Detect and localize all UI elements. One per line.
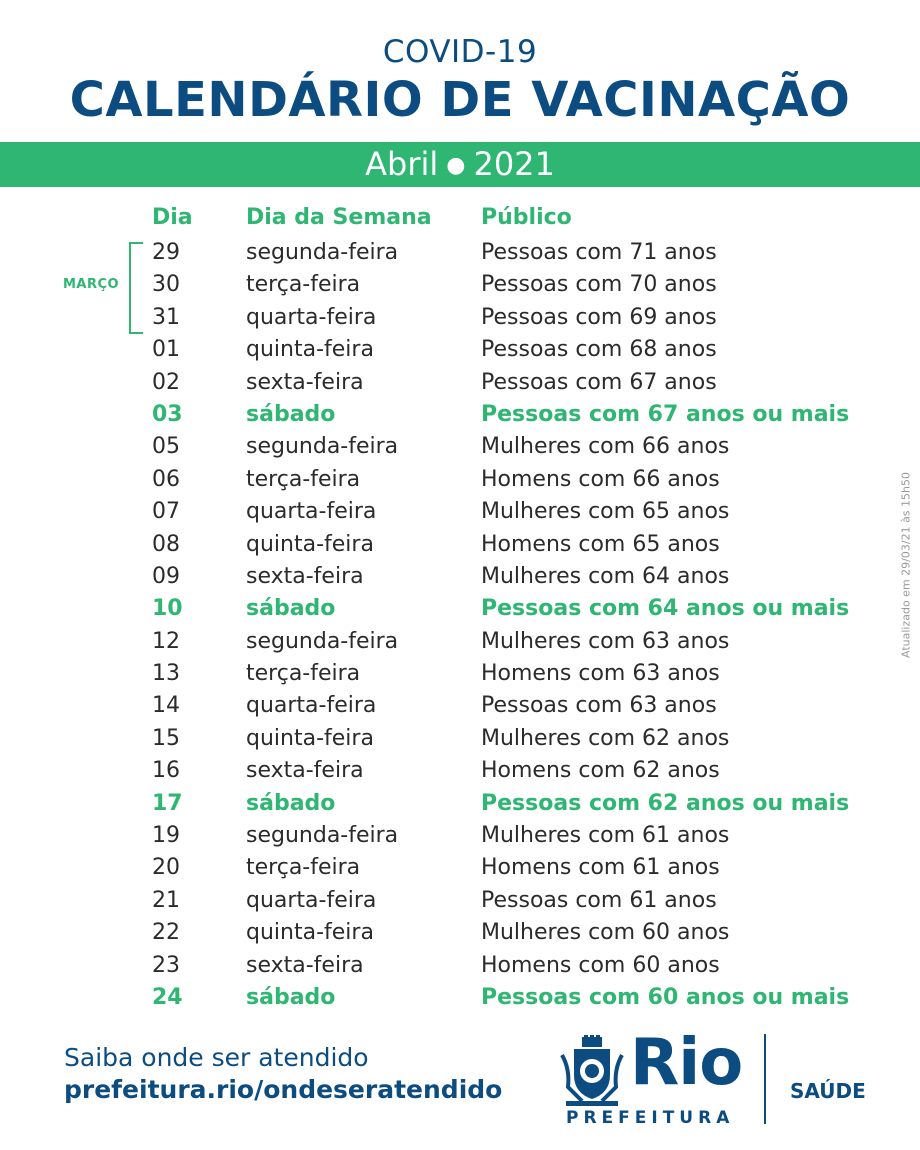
- cell-dia: 13: [152, 661, 180, 687]
- cell-semana: segunda-feira: [246, 434, 399, 460]
- cell-dia: 16: [152, 758, 180, 784]
- footer-info: Saiba onde ser atendido: [64, 1043, 369, 1072]
- month-band: [0, 142, 920, 187]
- table-row: [0, 367, 920, 399]
- cell-publico: Pessoas com 67 anos ou mais: [481, 401, 850, 427]
- prefeitura-logo: [558, 1026, 888, 1132]
- table-row: [0, 755, 920, 787]
- cell-publico: Mulheres com 63 anos: [481, 628, 730, 654]
- cell-semana: quarta-feira: [246, 499, 377, 525]
- cell-dia: 22: [152, 920, 180, 946]
- cell-semana: quinta-feira: [246, 337, 374, 363]
- cell-publico: Homens com 60 anos: [481, 952, 720, 978]
- cell-dia: 17: [152, 790, 183, 816]
- month-label: Abril: [365, 145, 439, 183]
- cell-semana: segunda-feira: [246, 823, 399, 849]
- cell-semana: sexta-feira: [246, 758, 364, 784]
- cell-dia: 31: [152, 304, 180, 330]
- cell-dia: 14: [152, 693, 180, 719]
- cell-semana: terça-feira: [246, 661, 361, 687]
- logo-divider: [764, 1034, 766, 1124]
- cell-publico: Mulheres com 64 anos: [481, 563, 730, 589]
- cell-publico: Homens com 61 anos: [481, 855, 720, 881]
- cell-dia: 09: [152, 563, 180, 589]
- table-row: [0, 885, 920, 917]
- table-row: [0, 820, 920, 852]
- page-title: CALENDÁRIO DE VACINAÇÃO: [69, 72, 851, 128]
- column-header-dia: Dia: [152, 205, 193, 230]
- cell-dia: 19: [152, 823, 180, 849]
- cell-publico: Mulheres com 62 anos: [481, 725, 730, 751]
- cell-dia: 03: [152, 401, 183, 427]
- cell-publico: Homens com 65 anos: [481, 531, 720, 557]
- cell-publico: Pessoas com 60 anos ou mais: [481, 984, 850, 1010]
- table-row: [0, 917, 920, 949]
- table-row: [0, 982, 920, 1014]
- cell-semana: quarta-feira: [246, 887, 377, 913]
- table-row: [0, 561, 920, 593]
- cell-publico: Pessoas com 62 anos ou mais: [481, 790, 850, 816]
- cell-publico: Mulheres com 66 anos: [481, 434, 730, 460]
- cell-semana: terça-feira: [246, 272, 361, 298]
- logo-prefeitura-text: PREFEITURA: [566, 1108, 735, 1128]
- bullet-icon: ●: [446, 153, 466, 178]
- cell-publico: Pessoas com 61 anos: [481, 887, 717, 913]
- cell-publico: Homens com 62 anos: [481, 758, 720, 784]
- logo-saude-text: SAÚDE: [790, 1079, 866, 1103]
- cell-dia: 15: [152, 725, 180, 751]
- table-row: [0, 431, 920, 463]
- cell-semana: sábado: [246, 790, 336, 816]
- march-label: MARÇO: [63, 277, 120, 292]
- cell-dia: 30: [152, 272, 180, 298]
- cell-semana: sábado: [246, 596, 336, 622]
- cell-dia: 06: [152, 466, 180, 492]
- cell-publico: Pessoas com 63 anos: [481, 693, 717, 719]
- updated-note: Atualizado em 29/03/21 às 15h50: [899, 471, 913, 659]
- cell-semana: quinta-feira: [246, 725, 374, 751]
- cell-publico: Pessoas com 70 anos: [481, 272, 717, 298]
- rio-coat-of-arms-icon: [558, 1035, 626, 1107]
- cell-semana: sábado: [246, 401, 336, 427]
- cell-publico: Homens com 66 anos: [481, 466, 720, 492]
- year-label: 2021: [473, 145, 555, 183]
- table-row: [0, 529, 920, 561]
- table-row: [0, 269, 920, 301]
- cell-publico: Pessoas com 64 anos ou mais: [481, 596, 850, 622]
- table-row: [0, 690, 920, 722]
- cell-dia: 20: [152, 855, 180, 881]
- cell-publico: Pessoas com 69 anos: [481, 304, 717, 330]
- table-row: [0, 658, 920, 690]
- table-row: [0, 950, 920, 982]
- cell-semana: sexta-feira: [246, 952, 364, 978]
- cell-semana: quarta-feira: [246, 304, 377, 330]
- cell-dia: 10: [152, 596, 183, 622]
- table-row: [0, 788, 920, 820]
- cell-semana: quarta-feira: [246, 693, 377, 719]
- table-row: [0, 593, 920, 625]
- cell-publico: Pessoas com 71 anos: [481, 240, 717, 265]
- cell-dia: 21: [152, 887, 180, 913]
- cell-dia: 08: [152, 531, 180, 557]
- table-row: [0, 626, 920, 658]
- cell-dia: 07: [152, 499, 180, 525]
- table-row: [0, 302, 920, 334]
- cell-dia: 23: [152, 952, 180, 978]
- cell-semana: sexta-feira: [246, 563, 364, 589]
- cell-dia: 05: [152, 434, 180, 460]
- cell-publico: Pessoas com 67 anos: [481, 369, 717, 395]
- table-row: [0, 399, 920, 431]
- cell-publico: Mulheres com 60 anos: [481, 920, 730, 946]
- table-row: [0, 464, 920, 496]
- cell-publico: Mulheres com 61 anos: [481, 823, 730, 849]
- table-header: [0, 205, 920, 237]
- table-row: [0, 723, 920, 755]
- cell-publico: Homens com 63 anos: [481, 661, 720, 687]
- cell-publico: Pessoas com 68 anos: [481, 337, 717, 363]
- cell-dia: 01: [152, 337, 180, 363]
- cell-publico: Mulheres com 65 anos: [481, 499, 730, 525]
- column-header-semana: Dia da Semana: [246, 205, 432, 230]
- table-row: [0, 237, 920, 269]
- cell-dia: 29: [152, 240, 180, 265]
- logo-rio-text: Rio: [630, 1026, 743, 1100]
- schedule-table: [0, 237, 920, 1014]
- cell-dia: 02: [152, 369, 180, 395]
- cell-semana: segunda-feira: [246, 628, 399, 654]
- cell-semana: segunda-feira: [246, 240, 399, 265]
- cell-semana: quinta-feira: [246, 531, 374, 557]
- column-header-publico: Público: [481, 205, 572, 230]
- cell-dia: 24: [152, 984, 183, 1010]
- table-row: [0, 334, 920, 366]
- cell-semana: sexta-feira: [246, 369, 364, 395]
- footer-link[interactable]: prefeitura.rio/ondeseratendido: [64, 1075, 503, 1104]
- cell-semana: terça-feira: [246, 466, 361, 492]
- cell-semana: sábado: [246, 984, 336, 1010]
- cell-dia: 12: [152, 628, 180, 654]
- cell-semana: quinta-feira: [246, 920, 374, 946]
- subtitle: COVID-19: [382, 34, 538, 70]
- table-row: [0, 852, 920, 884]
- table-row: [0, 496, 920, 528]
- cell-semana: terça-feira: [246, 855, 361, 881]
